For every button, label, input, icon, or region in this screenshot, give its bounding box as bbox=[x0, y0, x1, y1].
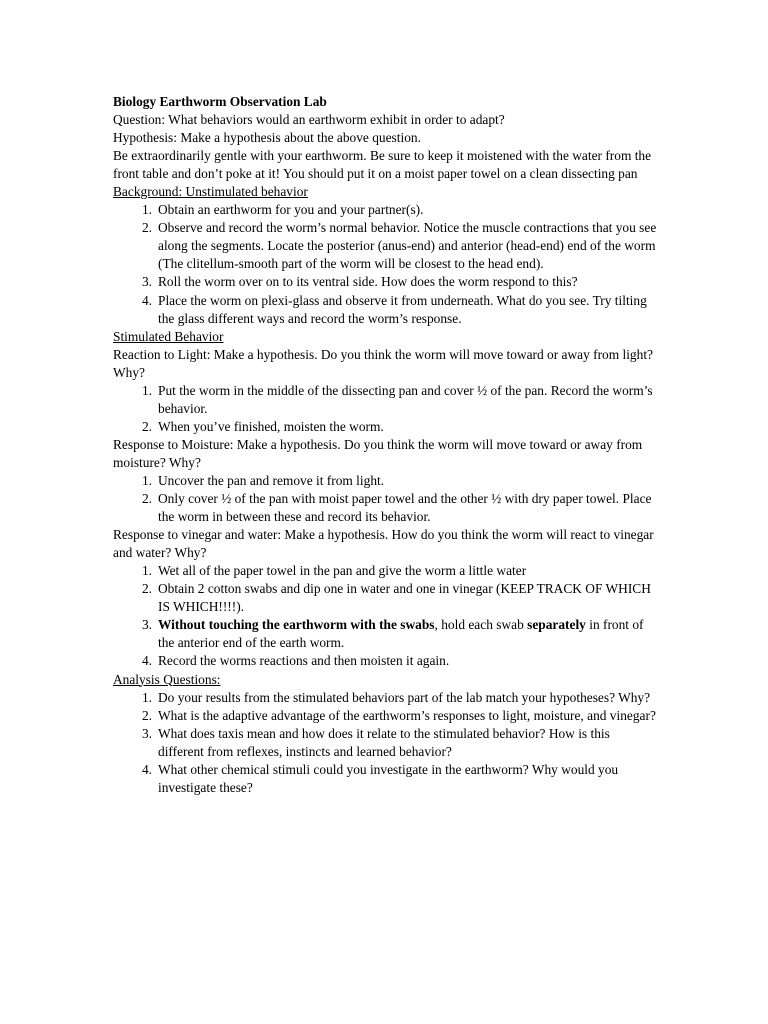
list-item: 2. Observe and record the worm’s normal behavior. Notice the muscle contractions that you see along the segments. Locate the posterior (anus-end) and anterior (head-end) end of the worm (The clitellum-smooth part of the worm will be closest to the head end). bbox=[141, 220, 657, 272]
intro-paragraph: Be extraordinarily gentle with your earthworm. Be sure to keep it moistened with the water from the front table and don’t poke at it! You should put it on a moist paper towel on a clean dissecting pan bbox=[113, 148, 652, 182]
analysis-list bbox=[113, 689, 658, 797]
background-list bbox=[113, 201, 658, 327]
question-line: Question: What behaviors would an earthworm exhibit in order to adapt? bbox=[113, 112, 505, 128]
background-heading: Background: Unstimulated behavior bbox=[113, 184, 308, 200]
vinegar-list bbox=[113, 562, 658, 670]
light-intro: Reaction to Light: Make a hypothesis. Do you think the worm will move toward or away from light? Why? bbox=[113, 346, 653, 380]
list-item: 3. Roll the worm over on to its ventral side. How does the worm respond to this? bbox=[141, 274, 578, 290]
vinegar-intro: Response to vinegar and water: Make a hypothesis. How do you think the worm will react to vinegar and water? Why? bbox=[113, 527, 654, 561]
light-list bbox=[113, 382, 658, 436]
list-item: 2. When you’ve finished, moisten the worm. bbox=[141, 418, 384, 434]
list-item: 4. Place the worm on plexi-glass and observe it from underneath. What do you see. Try tilting the glass different ways and record the worm’s response. bbox=[141, 292, 647, 326]
hypothesis-line: Hypothesis: Make a hypothesis about the above question. bbox=[113, 130, 421, 146]
list-item: 1. Obtain an earthworm for you and your partner(s). bbox=[141, 202, 424, 218]
analysis-heading: Analysis Questions: bbox=[113, 671, 221, 687]
document-title: Biology Earthworm Observation Lab bbox=[113, 94, 327, 109]
list-item: 3. What does taxis mean and how does it relate to the stimulated behavior? How is this different from reflexes, instincts and learned behavior? bbox=[141, 725, 610, 759]
list-item: 4. What other chemical stimuli could you investigate in the earthworm? Why would you investigate these? bbox=[141, 761, 619, 795]
document-page bbox=[113, 93, 658, 797]
list-item: 1. Do your results from the stimulated behaviors part of the lab match your hypotheses? Why? bbox=[141, 689, 651, 705]
list-item: 1. Uncover the pan and remove it from light. bbox=[141, 472, 385, 488]
list-item: 3. Without touching the earthworm with the swabs, hold each swab separately in front of the anterior end of the earth worm. bbox=[141, 617, 644, 651]
list-item: 4. Record the worms reactions and then moisten it again. bbox=[141, 653, 450, 669]
list-item: 1. Put the worm in the middle of the dissecting pan and cover ½ of the pan. Record the worm’s behavior. bbox=[141, 382, 653, 416]
list-item: 2. What is the adaptive advantage of the earthworm’s responses to light, moisture, and vinegar? bbox=[141, 707, 656, 723]
moisture-list bbox=[113, 472, 658, 526]
list-item: 1. Wet all of the paper towel in the pan and give the worm a little water bbox=[141, 563, 527, 579]
list-item: 2. Only cover ½ of the pan with moist paper towel and the other ½ with dry paper towel. Place the worm in between these and record its behavior. bbox=[141, 491, 652, 525]
list-item: 2. Obtain 2 cotton swabs and dip one in water and one in vinegar (KEEP TRACK OF WHICH IS WHICH!!!!). bbox=[141, 581, 651, 615]
moisture-intro: Response to Moisture: Make a hypothesis. Do you think the worm will move toward or away from moisture? Why? bbox=[113, 436, 643, 470]
stimulated-heading: Stimulated Behavior bbox=[113, 328, 224, 344]
